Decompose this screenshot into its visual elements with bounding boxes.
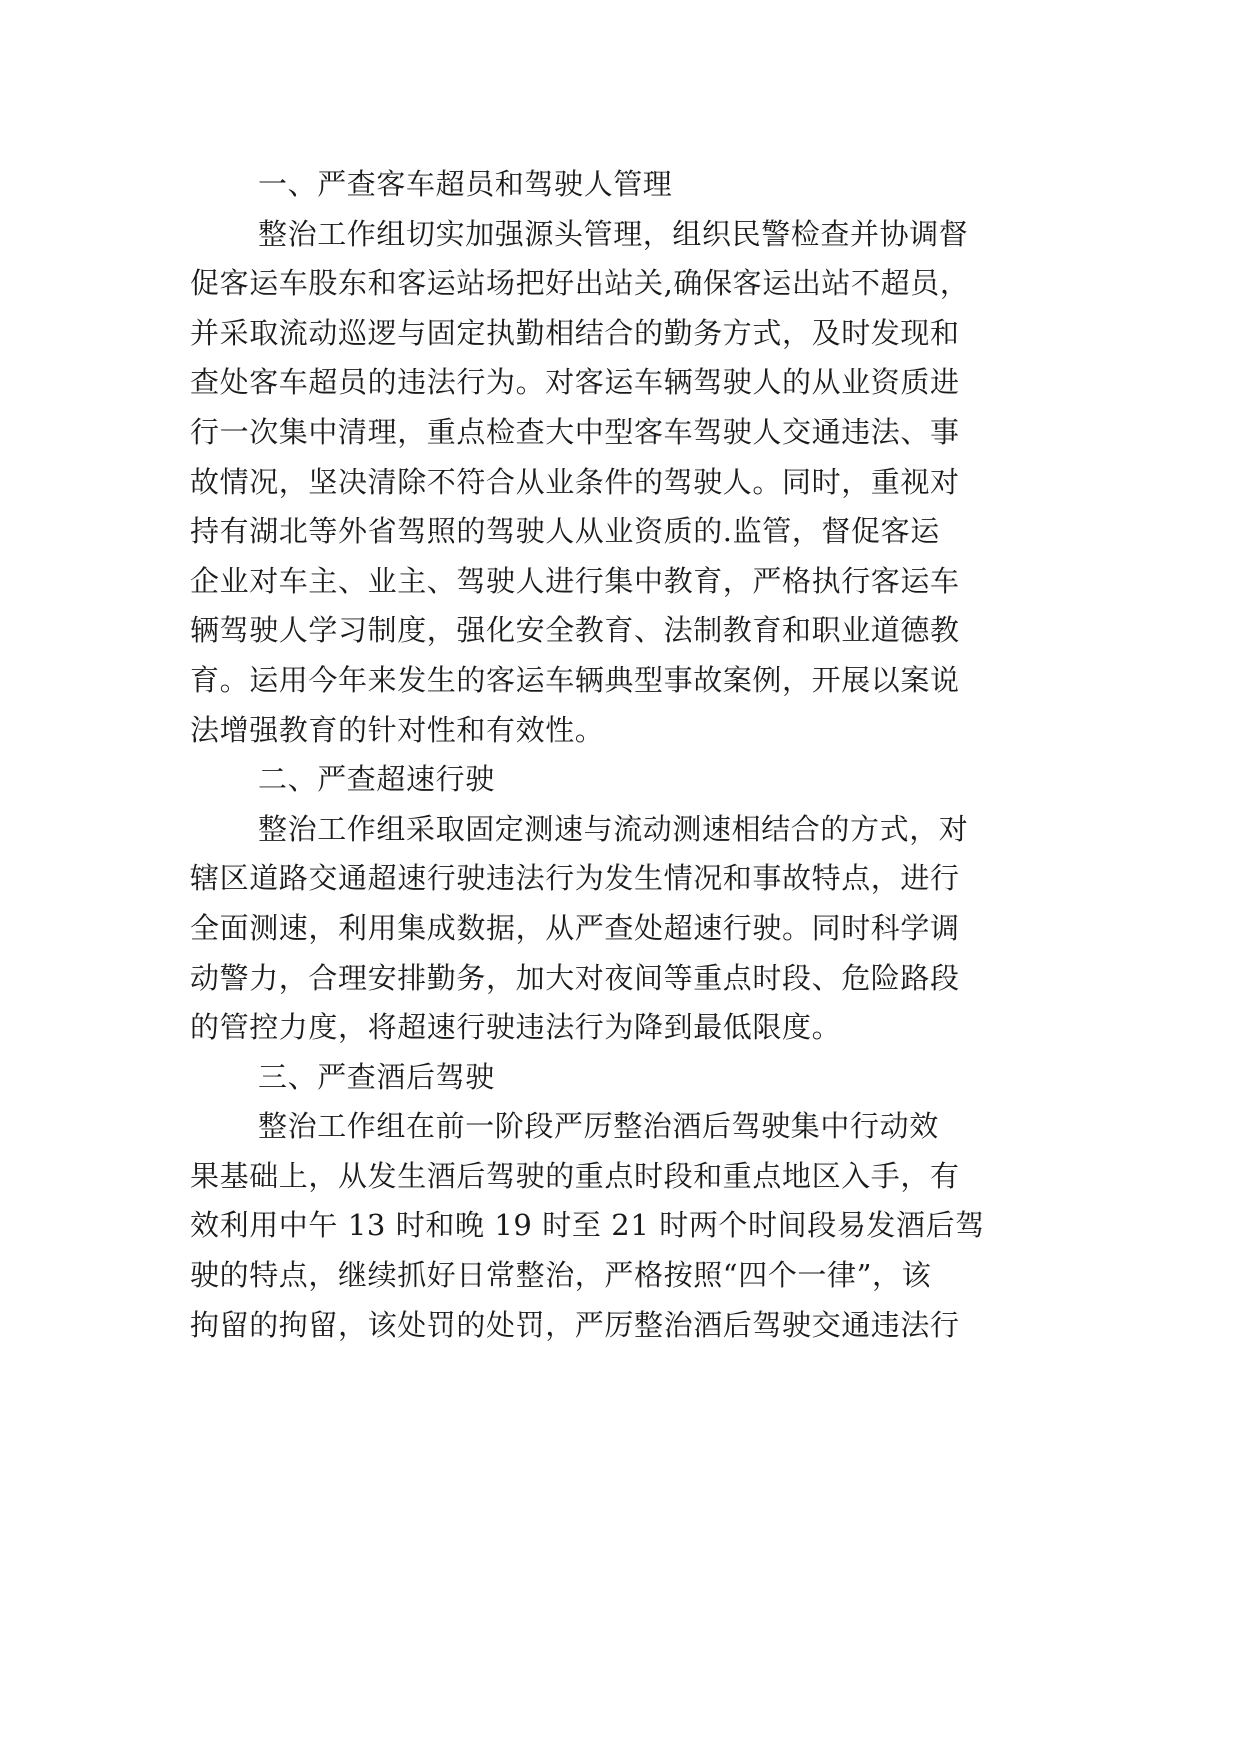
section-2-heading: 二、严查超速行驶 [258,762,495,797]
section-1-line-3: 并采取流动巡逻与固定执勤相结合的勤务方式，及时发现和 [190,315,960,350]
section-1-heading: 一、严查客车超员和驾驶人管理 [258,167,673,201]
section-2-line-3: 全面测速，利用集成数据，从严查处超速行驶。同时科学调 [190,910,960,945]
section-1-line-8: 企业对车主、业主、驾驶人进行集中教育，严格执行客运车 [190,563,960,598]
section-2-line-4: 动警力，合理安排勤务，加大对夜间等重点时段、危险路段 [190,960,960,995]
section-3-line-3: 效利用中午 13 时和晚 19 时至 21 时两个时间段易发酒后驾 [190,1208,985,1243]
section-1-line-7: 持有湖北等外省驾照的驾驶人从业资质的.监管，督促客运 [190,514,940,549]
section-3-heading: 三、严查酒后驾驶 [258,1059,495,1094]
section-3-line-2: 果基础上，从发生酒后驾驶的重点时段和重点地区入手，有 [190,1158,960,1193]
section-1-line-2: 促客运车股东和客运站场把好出站关,确保客运出站不超员， [190,266,970,301]
section-1-line-10: 育。运用今年来发生的客运车辆典型事故案例，开展以案说 [190,662,960,697]
section-2-line-5: 的管控力度，将超速行驶违法行为降到最低限度。 [190,1010,842,1045]
section-1-line-11: 法增强教育的针对性和有效性。 [190,712,605,747]
section-3-line-4: 驶的特点，继续抓好日常整治，严格按照“四个一律”，该 [190,1258,932,1293]
section-2-line-2: 辖区道路交通超速行驶违法行为发生情况和事故特点，进行 [190,861,960,896]
section-1-line-6: 故情况，坚决清除不符合从业条件的驾驶人。同时，重视对 [190,464,960,499]
section-2-line-1: 整治工作组采取固定测速与流动测速相结合的方式，对 [258,811,969,846]
section-1-line-5: 行一次集中清理，重点检查大中型客车驾驶人交通违法、事 [190,414,960,449]
section-1-line-4: 查处客车超员的违法行为。对客运车辆驾驶人的从业资质进 [190,365,960,400]
section-1-line-1: 整治工作组切实加强源头管理，组织民警检查并协调督 [258,216,969,251]
document-body [190,160,1090,1350]
section-3-line-1: 整治工作组在前一阶段严厉整治酒后驾驶集中行动效 [258,1109,939,1144]
section-1-line-9: 辆驾驶人学习制度，强化安全教育、法制教育和职业道德教 [190,613,960,648]
section-3-line-5: 拘留的拘留，该处罚的处罚，严厉整治酒后驾驶交通违法行 [190,1307,960,1342]
